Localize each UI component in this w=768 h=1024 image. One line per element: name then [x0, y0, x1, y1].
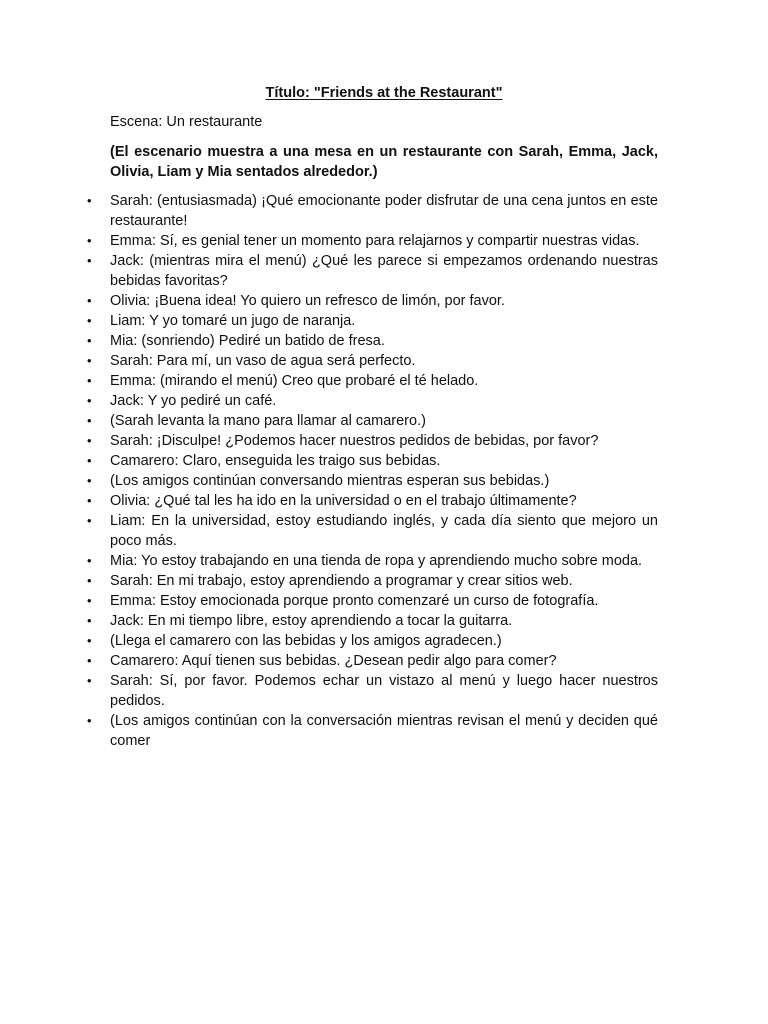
dialogue-line	[87, 611, 658, 631]
dialogue-text: Olivia: ¿Qué tal les ha ido en la universidad o en el trabajo últimamente?	[110, 493, 577, 509]
dialogue-text: Sarah: ¡Disculpe! ¿Podemos hacer nuestros pedidos de bebidas, por favor?	[110, 433, 599, 449]
bullet-icon: •	[87, 653, 92, 668]
dialogue-line	[87, 351, 658, 371]
dialogue-line	[87, 291, 658, 311]
dialogue-text: Jack: En mi tiempo libre, estoy aprendiendo a tocar la guitarra.	[110, 613, 513, 629]
bullet-icon: •	[87, 193, 92, 208]
dialogue-text: Sarah: Sí, por favor. Podemos echar un vistazo al menú y luego hacer nuestros pedidos.	[110, 673, 658, 709]
bullet-icon: •	[87, 313, 92, 328]
bullet-icon: •	[87, 673, 92, 688]
bullet-icon: •	[87, 373, 92, 388]
dialogue-line	[87, 191, 658, 231]
dialogue-text: Olivia: ¡Buena idea! Yo quiero un refresco de limón, por favor.	[110, 293, 505, 309]
bullet-icon: •	[87, 253, 92, 268]
dialogue-text: Emma: (mirando el menú) Creo que probaré el té helado.	[110, 373, 479, 389]
bullet-icon: •	[87, 433, 92, 448]
bullet-icon: •	[87, 413, 92, 428]
dialogue-text: Emma: Sí, es genial tener un momento para relajarnos y compartir nuestras vidas.	[110, 233, 640, 249]
dialogue-text: Liam: En la universidad, estoy estudiando inglés, y cada día siento que mejoro un poco más.	[110, 513, 658, 549]
dialogue-line	[87, 591, 658, 611]
dialogue-list	[87, 191, 658, 751]
dialogue-line	[87, 451, 658, 471]
dialogue-line	[87, 671, 658, 711]
dialogue-text: Mia: Yo estoy trabajando en una tienda de ropa y aprendiendo mucho sobre moda.	[110, 553, 643, 569]
dialogue-text: (Sarah levanta la mano para llamar al camarero.)	[110, 413, 426, 429]
dialogue-line	[87, 551, 658, 571]
bullet-icon: •	[87, 713, 92, 728]
dialogue-line	[87, 511, 658, 551]
bullet-icon: •	[87, 593, 92, 608]
dialogue-text: Sarah: (entusiasmada) ¡Qué emocionante poder disfrutar de una cena juntos en este restaurante!	[110, 193, 658, 229]
bullet-icon: •	[87, 493, 92, 508]
dialogue-text: Sarah: Para mí, un vaso de agua será perfecto.	[110, 353, 416, 369]
bullet-icon: •	[87, 613, 92, 628]
dialogue-line	[87, 491, 658, 511]
bullet-icon: •	[87, 333, 92, 348]
dialogue-text: Camarero: Aquí tienen sus bebidas. ¿Desean pedir algo para comer?	[110, 653, 557, 669]
dialogue-line	[87, 631, 658, 651]
dialogue-line	[87, 651, 658, 671]
dialogue-text: (Los amigos continúan con la conversación mientras revisan el menú y deciden qué comer	[110, 713, 658, 749]
setting-description: (El escenario muestra a una mesa en un restaurante con Sarah, Emma, Jack, Olivia, Liam y Mia sentados alrededor.)	[110, 144, 658, 180]
bullet-icon: •	[87, 633, 92, 648]
dialogue-line	[87, 311, 658, 331]
dialogue-line	[87, 251, 658, 291]
dialogue-text: Mia: (sonriendo) Pediré un batido de fresa.	[110, 333, 385, 349]
bullet-icon: •	[87, 453, 92, 468]
dialogue-line	[87, 231, 658, 251]
dialogue-line	[87, 411, 658, 431]
document-title: Título: "Friends at the Restaurant"	[265, 85, 503, 101]
dialogue-text: Emma: Estoy emocionada porque pronto comenzaré un curso de fotografía.	[110, 593, 599, 609]
dialogue-line	[87, 711, 658, 751]
dialogue-text: (Llega el camarero con las bebidas y los amigos agradecen.)	[110, 633, 502, 649]
dialogue-text: Camarero: Claro, enseguida les traigo sus bebidas.	[110, 453, 441, 469]
bullet-icon: •	[87, 473, 92, 488]
bullet-icon: •	[87, 353, 92, 368]
bullet-icon: •	[87, 513, 92, 528]
dialogue-line	[87, 431, 658, 451]
bullet-icon: •	[87, 393, 92, 408]
dialogue-line	[87, 391, 658, 411]
dialogue-line	[87, 471, 658, 491]
dialogue-text: Liam: Y yo tomaré un jugo de naranja.	[110, 313, 356, 329]
bullet-icon: •	[87, 293, 92, 308]
bullet-icon: •	[87, 553, 92, 568]
dialogue-line	[87, 331, 658, 351]
scene-heading: Escena: Un restaurante	[110, 114, 263, 130]
dialogue-text: (Los amigos continúan conversando mientras esperan sus bebidas.)	[110, 473, 550, 489]
dialogue-text: Jack: Y yo pediré un café.	[110, 393, 277, 409]
dialogue-text: Sarah: En mi trabajo, estoy aprendiendo a programar y crear sitios web.	[110, 573, 573, 589]
dialogue-text: Jack: (mientras mira el menú) ¿Qué les parece si empezamos ordenando nuestras bebidas favoritas?	[110, 253, 658, 289]
dialogue-line	[87, 571, 658, 591]
bullet-icon: •	[87, 233, 92, 248]
dialogue-line	[87, 371, 658, 391]
bullet-icon: •	[87, 573, 92, 588]
